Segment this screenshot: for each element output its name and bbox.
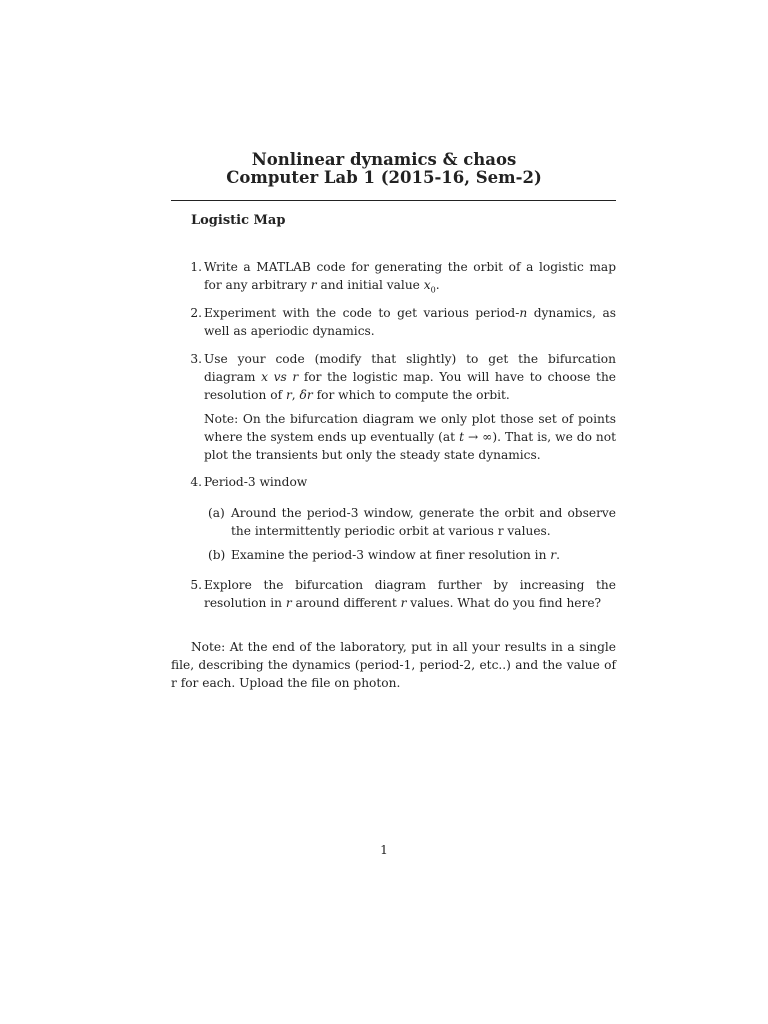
list-item-number: 1. [190, 260, 202, 274]
list-item-number: 3. [190, 352, 202, 366]
list-item-4 [186, 473, 616, 491]
list-item-body: Write a MATLAB code for generating the orbit of a logistic map for any arbitrary r and initial value $x_0$. [204, 260, 616, 295]
list-item-5 [186, 576, 616, 612]
sub-item-body: Examine the period-3 window at finer resolution in r. [231, 548, 560, 562]
sub-item-label: (a) [208, 506, 225, 520]
document-subtitle: Computer Lab 1 (2015-16, Sem-2) [226, 168, 542, 187]
list-item-3 [186, 350, 616, 464]
sub-item-body: Around the period-3 window, generate the orbit and observe the intermittently periodic orbit at various r values. [231, 506, 616, 538]
list-item-1 [186, 258, 616, 299]
horizontal-rule [171, 200, 616, 201]
list-item-body: Use your code (modify that slightly) to get the bifurcation diagram x vs r for the logistic map. You will have to choose the resolution of r, δr for which to compute the orbit. [204, 352, 617, 402]
bifurcation-note: Note: On the bifurcation diagram we only plot those set of points where the system ends up eventually (at t → ∞). That is, we do not plot the transients but only the steady state dynamics. [204, 412, 616, 462]
list-item-number: 5. [190, 578, 202, 592]
page-number: 1 [380, 843, 388, 857]
final-note: Note: At the end of the laboratory, put in all your results in a single file, describing the dynamics (period-1, period-2, etc..) and the value of r for each. Upload the file on photon. [171, 640, 616, 690]
sub-item-a [208, 504, 616, 540]
list-item-number: 2. [190, 306, 202, 320]
list-item-body: Experiment with the code to get various period-n dynamics, as well as aperiodic dynamics. [204, 306, 616, 338]
sub-item-label: (b) [208, 548, 226, 562]
list-item-body: Period-3 window [204, 475, 308, 489]
list-item-number: 4. [190, 475, 202, 489]
section-heading: Logistic Map [191, 213, 286, 228]
list-item-2 [186, 304, 616, 340]
sub-item-b [208, 546, 616, 564]
document-title: Nonlinear dynamics & chaos [251, 150, 517, 169]
list-item-body: Explore the bifurcation diagram further by increasing the resolution in r around different r values. What do you find here? [204, 578, 616, 610]
